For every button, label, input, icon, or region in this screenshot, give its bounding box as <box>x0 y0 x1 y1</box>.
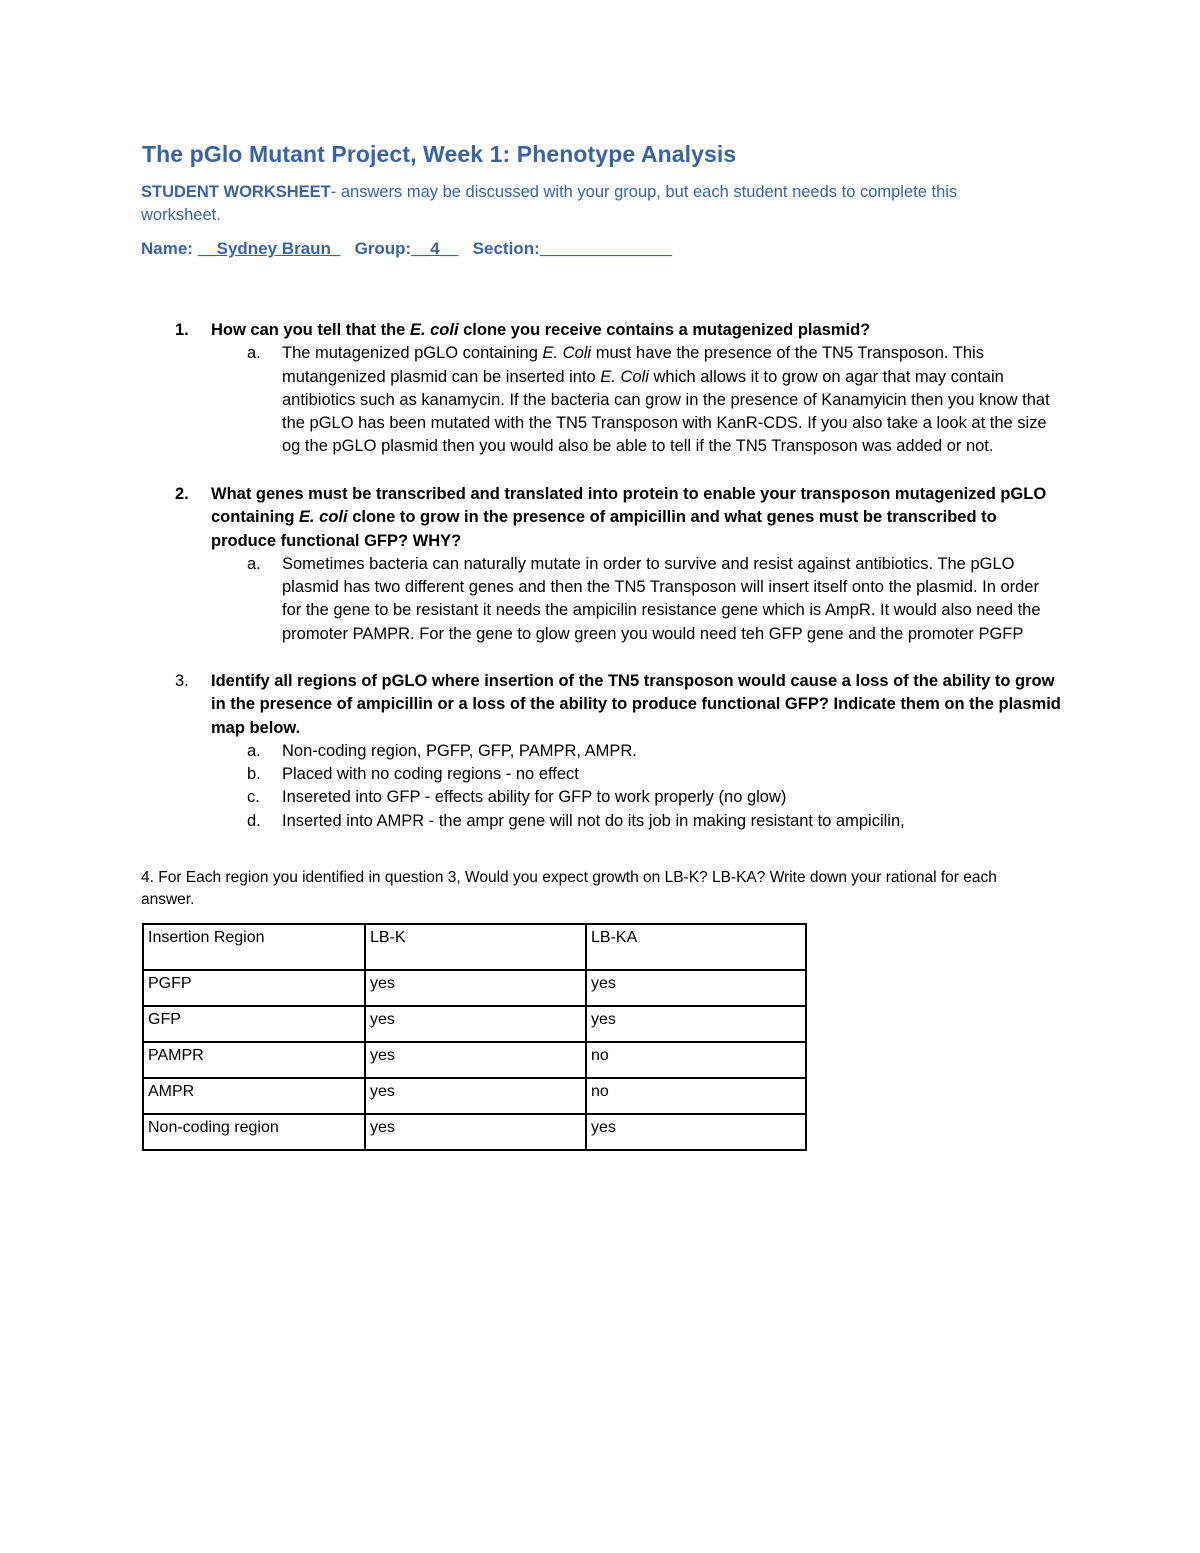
answer-item: a. The mutagenized pGLO containing E. Coli must have the presence of the TN5 Transposon. This mutangenized plasmid can be inserted into E. Coli which allows it to grow on agar that may contain antibiotics such as kanamycin. If the bacteria can grow in the presence of Kanamyicin then you know that the pGLO has been mutated with the TN5 Transposon with KanR-CDS. If you also take a look at the size og the pGLO plasmid then you would also be able to tell if the TN5 Transposon was added or not. <box>247 344 1050 456</box>
question-text: How can you tell that the E. coli clone you receive contains a mutagenized plasmid? <box>211 321 871 339</box>
table-cell: yes <box>586 970 806 1006</box>
section-field: ______________ <box>539 239 673 258</box>
section-label: Section: <box>472 239 540 258</box>
table-cell: yes <box>365 1006 586 1042</box>
table-row <box>143 1042 806 1078</box>
table-cell: Non-coding region <box>143 1114 365 1150</box>
question-4: 4. For Each region you identified in question 3, Would you expect growth on LB-K? LB-KA? Write down your rational for each answer. <box>141 869 997 908</box>
table-cell: GFP <box>143 1006 365 1042</box>
question-number: 2. <box>175 485 189 503</box>
table-row <box>143 1006 806 1042</box>
answer-item: c. Insereted into GFP - effects ability for GFP to work properly (no glow) <box>282 786 1060 809</box>
answer-item: d. Inserted into AMPR - the ampr gene will not do its job in making resistant to ampicilin, <box>282 810 1060 833</box>
question-number: 1. <box>175 321 189 339</box>
header-cell: LB-K <box>365 924 586 970</box>
table-cell: yes <box>365 1114 586 1150</box>
answer-item: a. Non-coding region, PGFP, GFP, PAMPR, AMPR. <box>282 740 1060 763</box>
header-cell: Insertion Region <box>143 924 365 970</box>
answer-letter: b. <box>247 765 261 784</box>
question-text: What genes must be transcribed and translated into protein to enable your transposon mutagenized pGLO containing E. coli clone to grow in the presence of ampicillin and what genes must be transcribed to produce functional GFP? WHY? <box>211 485 1047 550</box>
table-cell: yes <box>586 1006 806 1042</box>
answer-letter: c. <box>247 788 260 807</box>
answer-item: b. Placed with no coding regions - no effect <box>282 763 1060 786</box>
table-cell: no <box>586 1078 806 1114</box>
question-1 <box>175 319 1065 459</box>
intro-label: STUDENT WORKSHEET <box>141 183 331 201</box>
page-title: The pGlo Mutant Project, Week 1: Phenotype Analysis <box>142 141 737 167</box>
table-cell: yes <box>586 1114 806 1150</box>
table-cell: PAMPR <box>143 1042 365 1078</box>
answer-letter: a. <box>247 554 261 573</box>
answer-letter: d. <box>247 811 261 830</box>
table-header-row <box>143 924 806 970</box>
table-cell: yes <box>365 970 586 1006</box>
question-2 <box>175 483 1065 646</box>
table-cell: AMPR <box>143 1078 365 1114</box>
group-field: __4__ <box>411 239 459 258</box>
table-cell: PGFP <box>143 970 365 1006</box>
worksheet-intro <box>141 181 1041 227</box>
table-row <box>143 1078 806 1114</box>
question-number: 3. <box>175 672 189 690</box>
table-row <box>143 1114 806 1150</box>
answer-item: a. Sometimes bacteria can naturally mutate in order to survive and resist against antibiotics. The pGLO plasmid has two different genes and then the TN5 Transposon will insert itself onto the plasmid. In order for the gene to be resistant it needs the ampicilin resistance gene which is AmpR. It would also need the promoter PAMPR. For the gene to glow green you would need teh GFP gene and the promoter PGFP <box>247 554 1041 643</box>
table-row <box>143 970 806 1006</box>
question-3 <box>175 670 1065 833</box>
table-cell: yes <box>365 1042 586 1078</box>
table-cell: no <box>586 1042 806 1078</box>
insertion-region-table <box>142 923 807 1151</box>
group-label: Group: <box>354 239 412 258</box>
name-label: Name: <box>141 239 193 258</box>
question-text: Identify all regions of pGLO where insertion of the TN5 transposon would cause a loss of the ability to grow in the presence of ampicillin or a loss of the ability to produce functional GFP? Indicate them on the plasmid map below. <box>211 672 1061 737</box>
table-cell: yes <box>365 1078 586 1114</box>
answer-letter: a. <box>247 344 261 363</box>
name-field: __Sydney Braun_ <box>197 239 341 258</box>
student-info-line <box>141 239 672 259</box>
header-cell: LB-KA <box>586 924 806 970</box>
answer-letter: a. <box>247 741 261 760</box>
intro-text: - answers may be discussed with your group, but each student needs to complete this worksheet. <box>141 183 958 224</box>
